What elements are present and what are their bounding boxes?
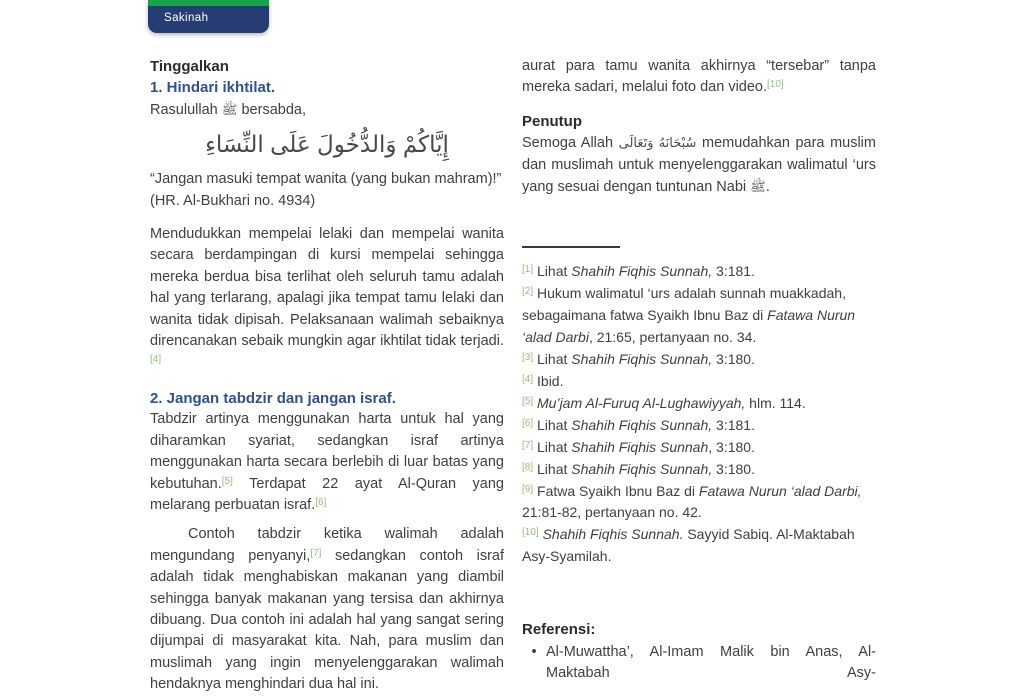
footnote-item bbox=[522, 371, 876, 393]
paragraph-text: Terdapat 22 ayat Al-Quran yang melarang perbuatan israf. bbox=[150, 475, 504, 513]
section-heading-penutup: Penutup bbox=[522, 112, 582, 130]
subsection-heading-1: 1. Hindari ikhtilat. bbox=[150, 79, 276, 97]
footnote-marker[interactable]: [10] bbox=[522, 527, 539, 539]
footnote-title: Shahih Fiqhis Sunnah. bbox=[542, 526, 684, 543]
paragraph-contoh bbox=[150, 524, 504, 695]
paragraph-text: aurat para tamu wanita akhirnya “tersebar” tanpa mereka sadari, melalui foto dan video. bbox=[522, 58, 876, 96]
paragraph-text: memudahkan para muslim dan muslimah untuk menyelenggarakan walimatul ‘urs yang sesuai dengan tuntunan Nabi bbox=[522, 135, 876, 196]
footnote-text: Lihat bbox=[537, 460, 572, 477]
tab-accent-bar bbox=[148, 0, 269, 6]
footnote-item bbox=[522, 481, 876, 525]
footnote-marker[interactable]: [5] bbox=[522, 395, 534, 407]
paragraph-rasul bbox=[150, 99, 504, 121]
bullet-icon: • bbox=[531, 643, 537, 660]
footnote-text: , 3:180. bbox=[708, 438, 755, 455]
footnote-ref[interactable]: [10] bbox=[767, 79, 784, 91]
honorific-saw: ﷺ bbox=[750, 179, 766, 195]
footnote-text: 3:180. bbox=[712, 351, 755, 368]
paragraph-tabdzir bbox=[150, 409, 504, 516]
footnote-text: , 21:65, pertanyaan no. 34. bbox=[588, 329, 757, 346]
footnote-ref[interactable]: [5] bbox=[221, 475, 233, 487]
footnote-item bbox=[522, 393, 876, 415]
footnote-text: Lihat bbox=[537, 351, 572, 368]
footnote-title: Mu’jam Al-Furuq Al-Lughawiyyah, bbox=[537, 394, 746, 411]
footnote-item bbox=[522, 459, 876, 481]
reference-text: Al-Muwattha’, Al-Imam Malik bin Anas, Al-Maktabah Asy- bbox=[546, 643, 876, 681]
paragraph-ikhtilat bbox=[150, 224, 504, 374]
article-right-column bbox=[522, 56, 876, 684]
footnote-item bbox=[522, 437, 876, 459]
reference-list-item bbox=[522, 642, 876, 685]
paragraph-penutup bbox=[522, 132, 876, 198]
hadith-translation-quote: “Jangan masuki tempat wanita (yang bukan mahram)!” (HR. Al-Bukhari no. 4934) bbox=[150, 171, 502, 209]
footnote-title: Fatawa Nurun ‘alad Darbi bbox=[522, 307, 856, 346]
footnote-text: Sayyid Sabiq. Al-Maktabah Asy-Syamilah. bbox=[522, 526, 855, 565]
footnote-marker[interactable]: [9] bbox=[522, 483, 534, 495]
rasul-text: Rasulullah bbox=[150, 101, 222, 118]
article-left-column bbox=[150, 56, 504, 696]
footnote-item bbox=[522, 283, 876, 349]
footnote-item bbox=[522, 261, 876, 283]
footnote-ref[interactable]: [4] bbox=[150, 354, 162, 366]
footnote-item bbox=[522, 349, 876, 371]
footnote-title: Shahih Fiqhis Sunnah bbox=[571, 438, 709, 455]
footnote-marker[interactable]: [2] bbox=[522, 286, 534, 298]
footnotes bbox=[522, 261, 876, 568]
honorific-saw: ﷺ bbox=[221, 101, 238, 117]
paragraph-text: sedangkan contoh israf adalah tidak menghabiskan makanan yang diambil sehingga banyak makanan yang tersisa dan akhirnya dibuang. Dua contoh ini adalah hal yang sangat sering dijumpai di masyarakat kita. Nah, para muslim dan muslimah yang ingin menyelenggarakan walimah hendaknya menghindari dua hal ini. bbox=[150, 547, 504, 693]
footnote-text: Fatwa Syaikh Ibnu Baz di bbox=[537, 482, 699, 499]
paragraph-text: Semoga Allah bbox=[522, 135, 619, 152]
footnote-marker[interactable]: [8] bbox=[522, 461, 534, 473]
paragraph-text: Contoh tabdzir ketika walimah adalah mengundang penyanyi, bbox=[150, 526, 504, 564]
footnote-marker[interactable]: [4] bbox=[522, 373, 534, 385]
footnote-text: Hukum walimatul ‘urs adalah sunnah muakkadah, sebagaimana fatwa Syaikh Ibnu Baz di bbox=[522, 285, 846, 324]
footnote-text: 3:181. bbox=[712, 263, 755, 280]
footnote-item bbox=[522, 415, 876, 437]
references-heading: Referensi: bbox=[522, 621, 596, 639]
footnote-title: Shahih Fiqhis Sunnah, bbox=[571, 460, 713, 477]
paragraph-text: Mendudukkan mempelai lelaki dan mempelai wanita secara berdampingan di kursi mempelai sehingga mereka berdua bisa terlihat oleh seluruh tamu adalah hal yang terlarang, apalagi jika tempat tamu lelaki dan wanita tidak dipisah. Pelaksanaan walimah sebaiknya direncanakan sebaik mungkin agar ikhtilat tidak terjadi. bbox=[150, 226, 504, 350]
footnote-text: Ibid. bbox=[537, 372, 564, 389]
footnote-marker[interactable]: [7] bbox=[522, 439, 534, 451]
rasul-text: bersabda, bbox=[237, 101, 306, 118]
paragraph-aurat bbox=[522, 56, 876, 99]
section-heading-tinggalkan: Tinggalkan bbox=[150, 58, 229, 75]
footnote-text: 21:81-82, pertanyaan no. 42. bbox=[522, 504, 702, 521]
footnote-ref[interactable]: [7] bbox=[310, 547, 322, 559]
footnote-title: Shahih Fiqhis Sunnah, bbox=[571, 416, 713, 433]
subsection-heading-2: 2. Jangan tabdzir dan jangan israf. bbox=[150, 389, 396, 407]
footnote-divider bbox=[522, 246, 620, 248]
paragraph-text: . bbox=[765, 179, 770, 196]
footnote-marker[interactable]: [3] bbox=[522, 352, 534, 364]
footnote-text: Lihat bbox=[537, 438, 572, 455]
footnote-title: Shahih Fiqhis Sunnah, bbox=[571, 263, 713, 280]
footnote-ref[interactable]: [6] bbox=[315, 496, 327, 508]
paragraph-text: Tabdzir artinya menggunakan harta untuk hal yang diharamkan syariat, sedangkan israf artinya menggunakan harta secara berlebih di luar batas yang kebutuhan. bbox=[150, 411, 504, 492]
sakinah-tab[interactable] bbox=[148, 0, 269, 33]
footnote-title: Shahih Fiqhis Sunnah, bbox=[571, 351, 713, 368]
honorific-subhanahu: سُبْحَانَهُ وَتَعَالَى bbox=[618, 135, 697, 151]
hadith-arabic-text: إِيَّاكُمْ وَالدُّخُولَ عَلَى النِّسَاءِ bbox=[205, 131, 449, 158]
footnote-text: hlm. 114. bbox=[745, 394, 806, 411]
footnote-text: Lihat bbox=[537, 263, 572, 280]
footnote-title: Fatawa Nurun ‘alad Darbi, bbox=[698, 482, 862, 499]
footnote-marker[interactable]: [6] bbox=[522, 417, 534, 429]
footnote-marker[interactable]: [1] bbox=[522, 264, 534, 276]
footnote-text: Lihat bbox=[537, 416, 572, 433]
tab-label: Sakinah bbox=[164, 12, 209, 24]
footnote-text: 3:181. bbox=[712, 416, 755, 433]
footnote-item bbox=[522, 524, 876, 568]
footnote-text: 3:180. bbox=[712, 460, 755, 477]
